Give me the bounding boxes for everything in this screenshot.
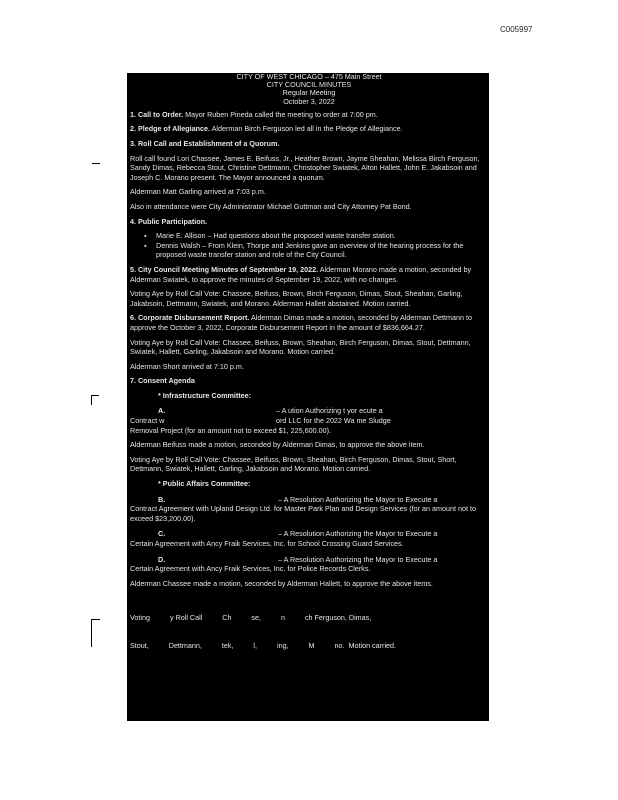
consent-item-b: B. – A Resolution Authorizing the Mayor to Execute a Contract Agreement with Upland Design Ltd. for Master Park Plan and Design Services (for an amount not to exceed $23,200.00). [130, 494, 476, 523]
section-minutes-approval: 5. City Council Meeting Minutes of September 19, 2022. Alderman Morano made a motion, seconded by Alderman Swiatek, to approve the minutes of September 19, 2022, with no changes. [130, 264, 472, 284]
consent-item-d: D. – A Resolution Authorizing the Mayor to Execute a Certain Agreement with Ancy Fraik Services, Inc. for Police Records Clerks. [130, 554, 438, 574]
section-consent-agenda-title: 7. Consent Agenda [130, 376, 195, 386]
items-bcd-motion-text: Alderman Chassee made a motion, seconded by Alderman Hallett, to approve the above items. [130, 578, 433, 588]
bullet-icon: ▪ [144, 231, 147, 241]
minutes-vote-text: Voting Aye by Roll Call Vote: Chassee, Beifuss, Brown, Birch Ferguson, Dimas, Stout, Sheahan, Garling, Jakabsoin, Dettmann, Swiatek, and Morano. Alderman Hallett abstained. Motion carried. [130, 289, 463, 308]
public-participation-list [130, 231, 488, 260]
list-item: ▪ Dennis Walsh – From Klein, Thorpe and Jenkins gave an overview of the hearing process for the proposed waste transfer station and role of the City Council. [144, 240, 464, 260]
consent-item-a: A. – A ution Authorizing t yor ecute a Contract w ord LLC for the 2022 Wa me Sludge Removal Project (for an amount not to exceed $1, 225,600.00). [130, 406, 391, 435]
section-roll-call-title: 3. Roll Call and Establishment of a Quorum. [130, 139, 280, 148]
items-bcd-vote-text: Voting y Roll Call Ch se, n ch Ferguson, Dimas, Stout, Dettmann, tek, l, ing, M no. Motion carried. [130, 612, 397, 651]
disbursement-vote-text: Voting Aye by Roll Call Vote: Chassee, Beifuss, Brown, Sheahan, Birch Ferguson, Dimas, Stout, Dettmann, Swiatek, Hallett, Garling, Jakabsoin and Morano. Motion carried. [130, 337, 471, 357]
late-arrival-text: Alderman Matt Garling arrived at 7:03 p.m. [130, 187, 266, 197]
public-affairs-committee-heading: * Public Affairs Committee: [158, 479, 251, 489]
header-line: Regular Meeting [282, 88, 336, 98]
section-pledge: 2. Pledge of Allegiance. Alderman Birch Ferguson led all in the Pledge of Allegiance. [130, 124, 403, 134]
minutes-page [127, 73, 489, 721]
minutes-header [130, 73, 488, 106]
list-item: ▪ Marie E. Allison – Had questions about the proposed waste transfer station. [144, 231, 396, 241]
section-call-to-order: 1. Call to Order. Mayor Ruben Pineda called the meeting to order at 7:00 pm. [130, 109, 378, 119]
header-line: October 3, 2022 [283, 96, 335, 106]
scan-mark [91, 395, 92, 405]
scan-mark [91, 619, 100, 620]
infrastructure-committee-heading: * Infrastructure Committee: [158, 390, 252, 400]
consent-item-c: C. – A Resolution Authorizing the Mayor to Execute a Certain Agreement with Ancy Fraik Services, Inc. for School Crossing Guard Services. [130, 529, 438, 548]
item-a-motion-text: Alderman Beifuss made a motion, seconded by Alderman Dimas, to approve the above item. [130, 440, 425, 450]
attendance-text: Also in attendance were City Administrator Michael Guttman and City Attorney Pat Bond. [130, 201, 412, 211]
header-line: CITY COUNCIL MINUTES [266, 80, 352, 90]
bullet-icon: ▪ [144, 240, 147, 250]
item-a-vote-text: Voting Aye by Roll Call Vote: Chassee, Beifuss, Brown, Sheahan, Birch Ferguson, Dimas, Stout, Short, Dettmann, Swiatek, Hallett, Garling, Jakabsoin and Morano. Motion carried. [130, 454, 457, 474]
scan-mark [91, 395, 99, 396]
header-line: CITY OF WEST CHICAGO – 475 Main Street [236, 72, 382, 81]
scan-mark [92, 163, 100, 164]
section-public-participation-title: 4. Public Participation. [130, 216, 208, 226]
section-disbursement: 6. Corporate Disbursement Report. Alderman Dimas made a motion, seconded by Alderman Dettmann to approve the October 3, 2022, Corporate Disbursement Report in the amount of $836,664.27. [130, 313, 472, 332]
roll-call-text: Roll call found Lori Chassee, James E. Beifuss, Jr., Heather Brown, Jayme Sheahan, Melissa Birch Ferguson, Sandy Dimas, Rebecca Stout, Christine Dettmann, Christopher Swiatek, Alton Hallett, John E. Jakabsoin and Joseph C. Morano present. The Mayor announced a quorum. [130, 153, 480, 182]
document-id: C005997 [500, 25, 533, 34]
arrival-text: Alderman Short arrived at 7:10 p.m. [130, 361, 244, 371]
scan-mark [91, 619, 92, 647]
